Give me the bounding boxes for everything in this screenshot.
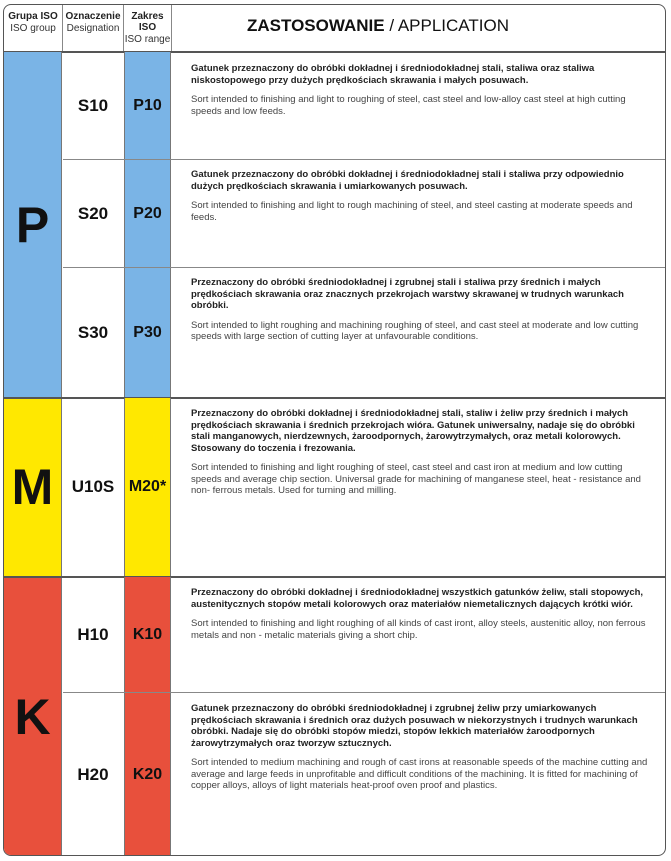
header-range-pl: Zakres ISO (131, 11, 164, 33)
header-designation (63, 5, 124, 51)
application-cell (172, 587, 662, 641)
application-en: Sort intended to finishing and light roughing of all kinds of cast iront, alloy steels, austenitic alloy, non ferrous metals and non - metalic materials giving a short chip. (191, 618, 646, 641)
range-value: P10 (133, 96, 162, 114)
designation-cell (63, 160, 123, 267)
header-iso-range (124, 5, 172, 51)
header-app-en: APPLICATION (397, 16, 509, 35)
application-cell (172, 63, 662, 117)
header-app-sep: / (384, 16, 398, 35)
designation-value: S30 (77, 322, 109, 342)
designation-value: U10S (71, 477, 115, 496)
application-en: Sort intended to light roughing and machining roughing of steel, and cast steel at moderate and low cutting speeds with large section of cutting layer at unfavourable conditions. (191, 319, 639, 342)
application-en: Sort intended to finishing and light roughing of steel, cast steel and cast iron at medium and low cutting speeds and average chip section. Universal grade for machining of manganese steel, heat - resistance and non- ferrous metals. Used for turning and milling. (191, 462, 641, 496)
header-iso-group (4, 5, 63, 51)
application-cell (172, 169, 662, 223)
designation-cell (63, 577, 123, 692)
application-pl: Przeznaczony do obróbki dokładnej i średniodokładnej stali, staliw i żeliw przy średnich i małych prędkościach skrawania i średnich przekrojach wióra. Gatunek uniwersalny, nadaje się do obróbki stali manganowych, nierdzewnych, żaroodpornych, żarowytrzymałych, oraz metali kolorowych. Stosowany do toczenia i frezowania. (191, 408, 635, 454)
range-value: K10 (132, 625, 163, 643)
application-en: Sort intended to medium machining and rough of cast irons at reasonable speeds of the machine cutting and average and large feeds in unprofitable and difficult conditions of the machining. It is fitted for machining of copper alloys, alloys of light materials heat-proof oven proof and plastics. (191, 757, 648, 791)
application-pl: Gatunek przeznaczony do obróbki dokładnej i średniodokładnej stali, staliwa oraz staliwa niskostopowego przy dużych prędkościach skrawania i małych posuwach. (191, 63, 595, 86)
range-value: K20 (132, 766, 163, 783)
range-cell (124, 577, 171, 692)
iso-grades-table (3, 4, 666, 856)
group-cell-k (4, 577, 62, 856)
application-en: Sort intended to finishing and light to roughing of steel, cast steel and low-alloy cast steel at high cutting speeds and low feeds. (191, 94, 626, 117)
group-cell-p (4, 52, 62, 397)
group-letter-p: P (15, 196, 50, 253)
range-value: P30 (133, 323, 162, 341)
group-letter-k: K (14, 689, 51, 745)
application-en: Sort intended to finishing and light to rough machining of steel, and steel casting at moderate speeds and feeds. (191, 200, 633, 223)
header-application (172, 5, 666, 51)
range-cell (124, 693, 171, 856)
application-cell (172, 703, 662, 792)
header-range-en: ISO range (124, 34, 171, 45)
range-cell (124, 160, 171, 267)
application-cell (172, 277, 662, 343)
header-designation-en: Designation (66, 23, 120, 34)
header-group-pl: Grupa ISO (8, 11, 58, 22)
range-cell (124, 268, 171, 397)
designation-cell (63, 398, 123, 576)
application-pl: Gatunek przeznaczony do obróbki dokładnej i średniodokładnej stali i staliwa przy odpowiednio dużych prędkościach skrawania i umiarkowanych posuwach. (191, 169, 624, 192)
designation-value: H10 (77, 624, 109, 644)
designation-value: S20 (77, 203, 109, 223)
header-group-en: ISO group (10, 23, 56, 34)
range-cell (124, 52, 171, 159)
range-value: P20 (133, 204, 162, 222)
application-pl: Przeznaczony do obróbki dokładnej i średniodokładnej wszystkich gatunków żeliw, stali stopowych, austenitycznych stopów metali kolorowych oraz materiałów niemetalicznych dających krótki wiór. (191, 587, 644, 610)
designation-value: S10 (77, 95, 109, 115)
header-app-pl: ZASTOSOWANIE (247, 16, 385, 35)
range-cell (124, 398, 171, 576)
application-pl: Gatunek przeznaczony do obróbki średniodokładnej i zgrubnej żeliw przy umiarkowanych prędkościach skrawania i średnich oraz dużych posuwach w niekorzystnych i trudnych warunkach obróbki. Nadaje się do obróbki stopów miedzi, stopów lekkich materiałów żaroodpornych żarowytrzymałych oraz tworzyw sztucznych. (191, 703, 638, 749)
designation-cell (63, 52, 123, 159)
group-cell-m (4, 398, 62, 576)
range-value: M20* (128, 478, 167, 495)
application-cell (172, 408, 662, 497)
designation-value: H20 (77, 765, 109, 784)
group-letter-m: M (11, 459, 54, 515)
designation-cell (63, 268, 123, 397)
application-pl: Przeznaczony do obróbki średniodokładnej i zgrubnej stali i staliwa przy średnich i małych prędkościach skrawania oraz znacznych przekrojach warstwy skrawanej w trudnych warunkach obróbki. (191, 277, 624, 311)
designation-cell (63, 693, 123, 856)
header-designation-pl: Oznaczenie (65, 11, 121, 22)
